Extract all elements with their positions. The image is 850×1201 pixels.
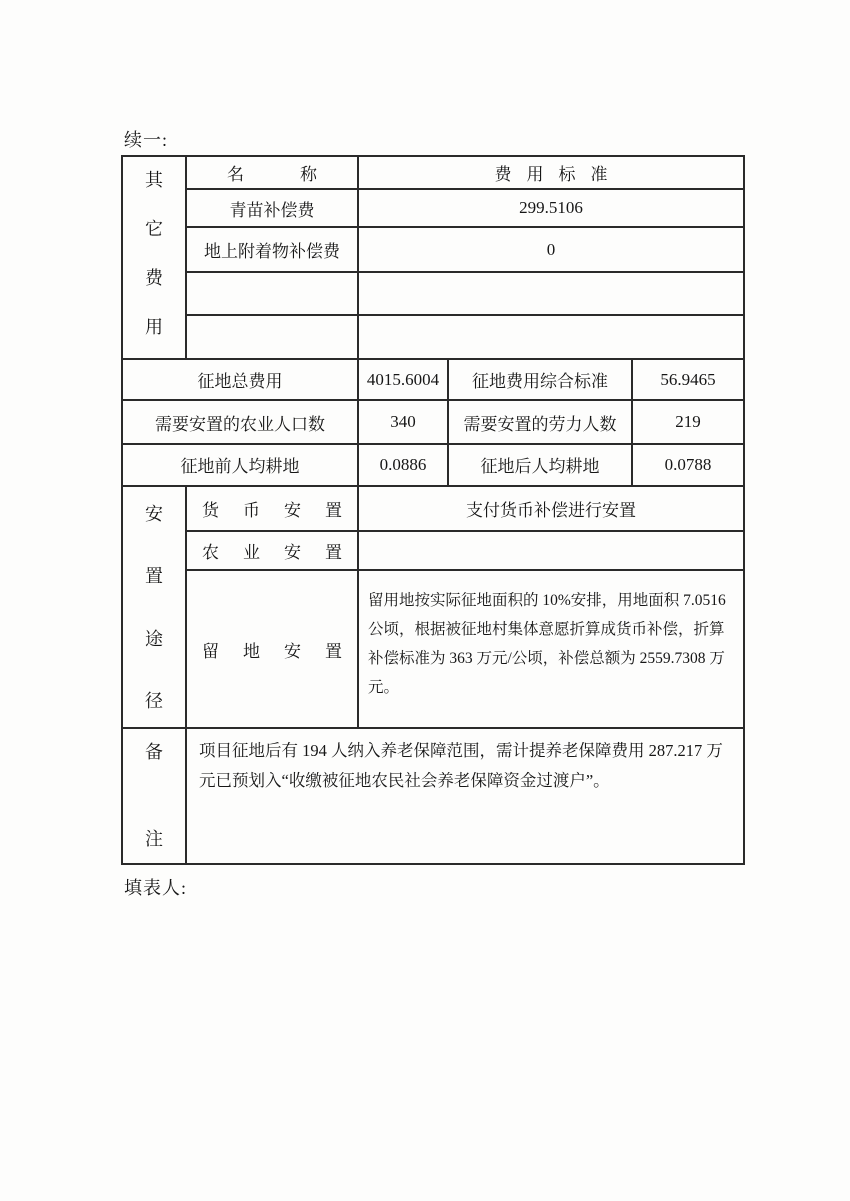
resettlement-section — [123, 487, 743, 729]
resettlement-grid — [187, 487, 743, 727]
fees-col-standard-header: 费用标准 — [494, 164, 623, 184]
reserved-land-text: 留用地按实际征地面积的 10%安排，用地面积 7.0516 公顷，根据被征地村集体意愿折算成货币补偿，折算补偿标准为 363 万元/公顷，补偿总额为 2559.7308 万元。 — [368, 592, 726, 697]
table-row — [187, 273, 743, 317]
fees-header-row — [187, 157, 743, 190]
fees-col-name-header: 名称 — [187, 157, 359, 188]
fee-value: 0 — [546, 239, 556, 259]
other-fees-section — [123, 157, 743, 360]
resettlement-way-content: 支付货币补偿进行安置 — [466, 500, 636, 520]
remark-cell — [187, 729, 743, 863]
resettlement-way-content — [359, 571, 743, 727]
land-compensation-table — [121, 155, 745, 865]
summary-value: 4015.6004 — [359, 360, 449, 399]
continuation-label: 续一: — [124, 130, 169, 150]
fee-value — [359, 273, 743, 315]
summary-label: 征地费用综合标准 — [449, 360, 633, 399]
summary-value: 56.9465 — [660, 369, 716, 389]
summary-label: 征地后人均耕地 — [449, 445, 633, 485]
other-fees-row-header: 其 它 费 用 — [123, 157, 187, 358]
table-row — [187, 487, 743, 532]
table-row — [187, 571, 743, 727]
summary-label: 征地前人均耕地 — [123, 445, 359, 485]
table-row — [123, 401, 743, 444]
remark-row-header: 备 注 — [123, 729, 187, 863]
table-row — [123, 445, 743, 485]
other-fees-grid — [187, 157, 743, 358]
fee-name — [187, 273, 359, 315]
summary-value: 0.0788 — [664, 454, 712, 474]
resettlement-way-label: 农业安置 — [187, 532, 359, 570]
summary-label: 需要安置的劳力人数 — [449, 401, 633, 442]
summary-section — [123, 360, 743, 487]
table-row — [123, 360, 743, 401]
summary-value: 219 — [675, 412, 701, 431]
fee-name — [187, 316, 359, 358]
fee-value: 299.5106 — [519, 198, 583, 217]
table-row — [187, 228, 743, 273]
fee-name: 地上附着物补偿费 — [187, 228, 359, 271]
resettlement-way-content — [359, 532, 743, 570]
resettlement-way-label: 货币安置 — [187, 487, 359, 530]
summary-label: 需要安置的农业人口数 — [123, 401, 359, 442]
summary-value: 340 — [359, 401, 449, 442]
summary-label: 征地总费用 — [123, 360, 359, 399]
table-row — [187, 316, 743, 358]
fee-value — [359, 316, 743, 358]
fee-name: 青苗补偿费 — [187, 190, 359, 227]
resettlement-way-label: 留地安置 — [187, 571, 359, 727]
remark-text: 项目征地后有 194 人纳入养老保障范围，需计提养老保障费用 287.217 万元已预划入“收缴被征地农民社会养老保障资金过渡户”。 — [199, 741, 723, 790]
table-row — [187, 532, 743, 572]
resettlement-row-header: 安 置 途 径 — [123, 487, 187, 727]
preparer-label: 填表人: — [124, 878, 188, 898]
remark-section — [123, 729, 743, 863]
table-row — [187, 190, 743, 229]
summary-value: 0.0886 — [359, 445, 449, 485]
